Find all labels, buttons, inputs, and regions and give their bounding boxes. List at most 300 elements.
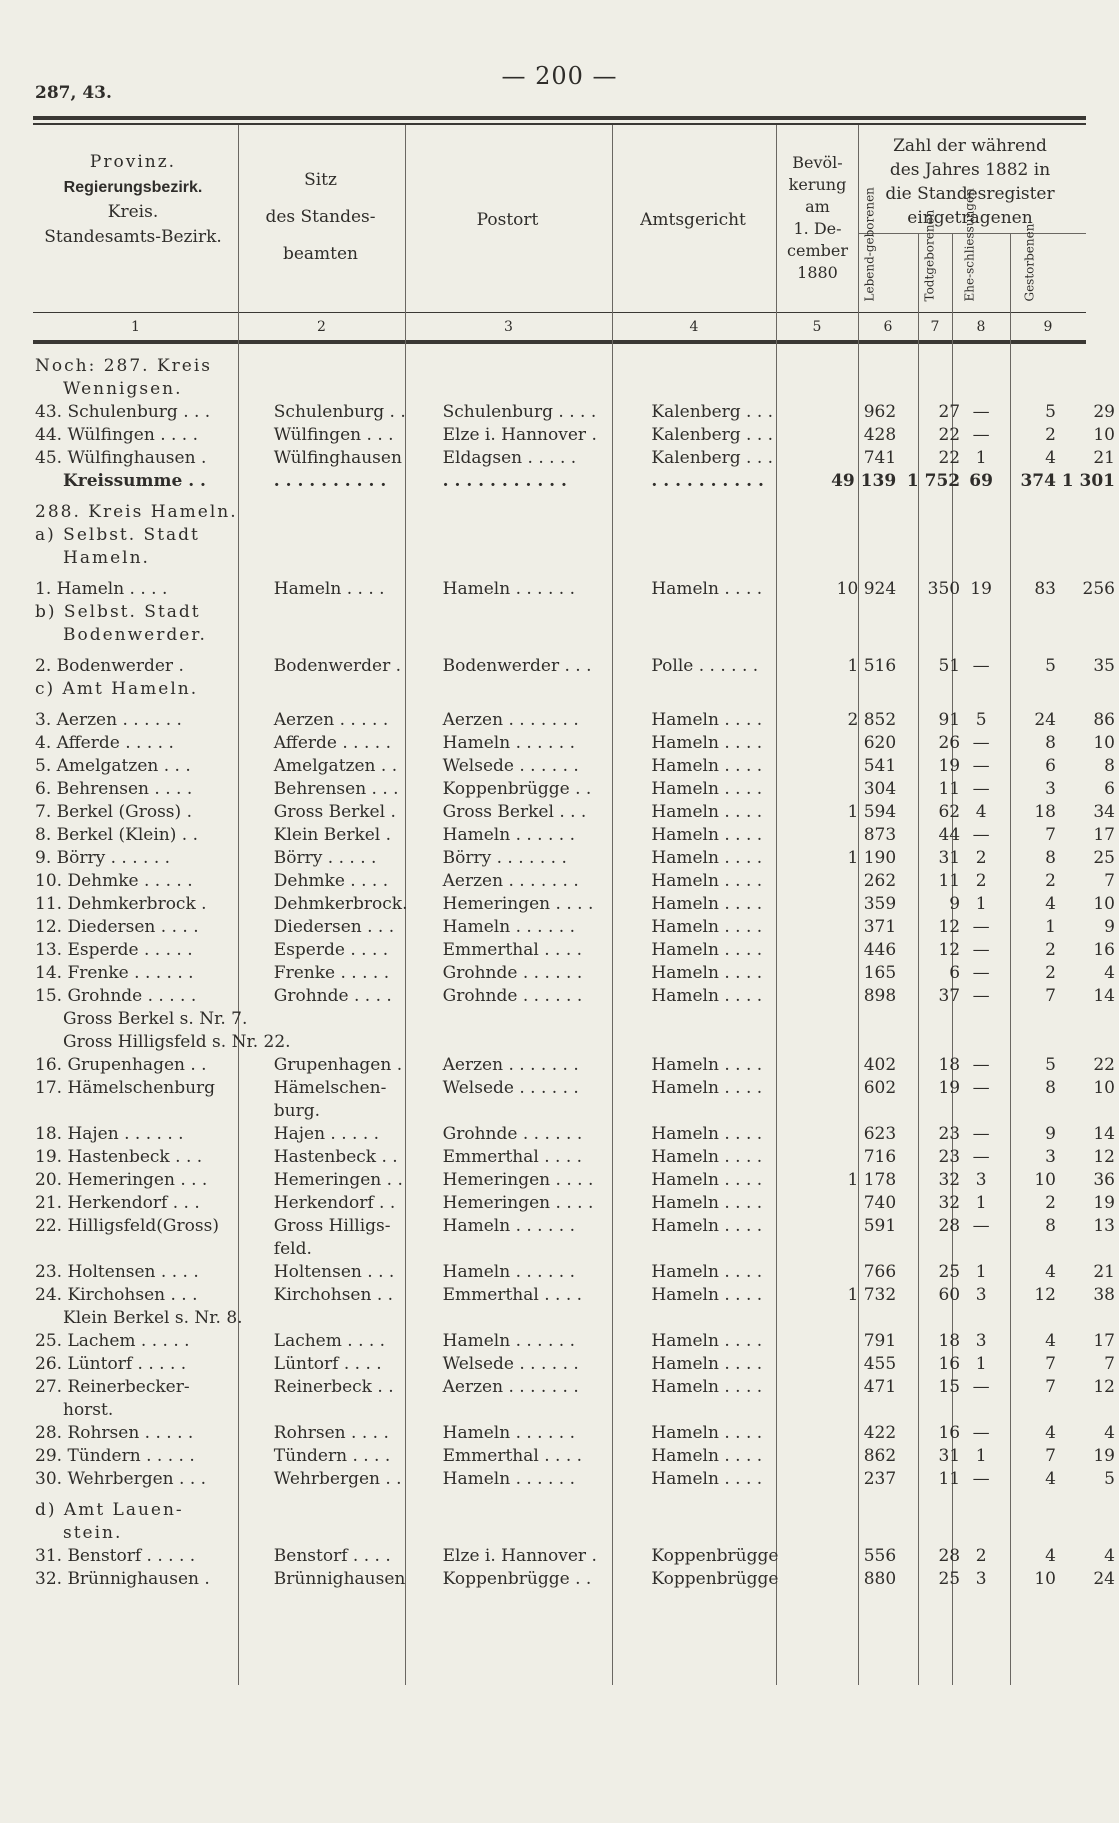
table-row bbox=[35, 847, 1119, 870]
cell-n5: 428 bbox=[863, 425, 897, 445]
cell-c3: . . . . . . . . . . . bbox=[442, 471, 567, 491]
cell-n9: 19 bbox=[1093, 1193, 1115, 1213]
cell-n5: 1 516 bbox=[847, 656, 897, 676]
table-row bbox=[35, 647, 1119, 655]
cell-c2: Lachem . . . . bbox=[273, 1331, 386, 1351]
cell-c4: Hameln . . . . bbox=[651, 1078, 763, 1098]
cell-c4: Kalenberg . . . bbox=[651, 402, 774, 422]
cell-c2: Rohrsen . . . . bbox=[273, 1423, 389, 1443]
cell-c3: Emmerthal . . . . bbox=[442, 1446, 583, 1466]
cell-c4: . . . . . . . . . . bbox=[651, 471, 764, 491]
cell-n7: — bbox=[972, 656, 990, 676]
table-row bbox=[35, 732, 1119, 755]
table-row bbox=[35, 378, 1119, 401]
cell-n6: 11 bbox=[938, 871, 961, 891]
cell-n8: 3 bbox=[1045, 1147, 1056, 1167]
cell-c1: 31. Benstorf . . . . . bbox=[35, 1546, 196, 1566]
cell-n7: — bbox=[972, 963, 990, 983]
cell-n8: 6 bbox=[1045, 756, 1056, 776]
cell-c2: Holtensen . . . bbox=[273, 1262, 395, 1282]
cell-n9: 21 bbox=[1093, 448, 1115, 468]
cell-c3: Welsede . . . . . . bbox=[442, 1078, 579, 1098]
cell-c1: 29. Tündern . . . . . bbox=[35, 1446, 195, 1466]
table-row bbox=[35, 401, 1119, 424]
cell-c3: Emmerthal . . . . bbox=[442, 1285, 583, 1305]
cell-n5: 791 bbox=[863, 1331, 897, 1351]
cell-c1: 21. Herkendorf . . . bbox=[35, 1193, 200, 1213]
cell-c1: 43. Schulenburg . . . bbox=[35, 402, 211, 422]
cell-c3: Aerzen . . . . . . . bbox=[442, 710, 579, 730]
cell-c2: . . . . . . . . . . bbox=[273, 471, 387, 491]
cell-c1: 9. Börry . . . . . . bbox=[35, 848, 171, 868]
cell-n9: 4 bbox=[1104, 1546, 1115, 1566]
colnum-4: 4 bbox=[689, 319, 699, 335]
cell-c3: Welsede . . . . . . bbox=[442, 756, 579, 776]
cell-c3 bbox=[439, 1399, 648, 1422]
cell-n5: 862 bbox=[863, 1446, 897, 1466]
cell-c1: 26. Lüntorf . . . . . bbox=[35, 1354, 187, 1374]
cell-c4: Kalenberg . . . bbox=[651, 425, 774, 445]
table-row bbox=[35, 501, 1119, 524]
cell-c2: Gross Hilligs- bbox=[273, 1216, 391, 1236]
top-rule-2 bbox=[33, 123, 1086, 125]
cell-n5: 716 bbox=[863, 1147, 897, 1167]
cell-c4 bbox=[647, 1238, 813, 1261]
cell-n6: 27 bbox=[938, 402, 961, 422]
table-row bbox=[35, 778, 1119, 801]
cell-n7: 1 bbox=[975, 1193, 987, 1213]
cell-n5: 740 bbox=[863, 1193, 897, 1213]
colnum-3: 3 bbox=[504, 319, 513, 335]
cell-n8: 12 bbox=[1034, 1285, 1056, 1305]
table-row bbox=[35, 824, 1119, 847]
cell-c4: Hameln . . . . bbox=[651, 1354, 763, 1374]
table-row bbox=[35, 801, 1119, 824]
cell-n8: 7 bbox=[1045, 986, 1056, 1006]
table-row bbox=[35, 424, 1119, 447]
cell-n7: 2 bbox=[975, 848, 987, 868]
cell-c4: Hameln . . . . bbox=[651, 1170, 763, 1190]
cell-n9: 35 bbox=[1093, 656, 1115, 676]
cell-n9: 17 bbox=[1093, 1331, 1115, 1351]
table-row bbox=[35, 578, 1119, 601]
colnum-5: 5 bbox=[812, 319, 822, 335]
cell-n9: 19 bbox=[1093, 1446, 1115, 1466]
cell-c2: Hämelschen- bbox=[273, 1078, 387, 1098]
cell-c3 bbox=[439, 1100, 648, 1123]
cell-n8: 4 bbox=[1045, 1469, 1056, 1489]
table-row bbox=[35, 709, 1119, 732]
table-row bbox=[35, 1238, 1119, 1261]
header-col4: Amtsgericht bbox=[640, 210, 746, 230]
cell-n7: — bbox=[972, 779, 990, 799]
cell-c2: Dehmkerbrock. bbox=[273, 894, 408, 914]
header-bottom-rule bbox=[33, 340, 1086, 344]
cell-c2: Frenke . . . . . bbox=[273, 963, 390, 983]
cell-n6: 11 bbox=[938, 1469, 961, 1489]
cell-c1: 14. Frenke . . . . . . bbox=[35, 963, 194, 983]
cell-c1: 45. Wülfinghausen . bbox=[35, 448, 207, 468]
cell-n6: 1 752 bbox=[906, 471, 961, 491]
cell-c2: Brünnighausen bbox=[273, 1569, 406, 1589]
cell-c3: Grohnde . . . . . . bbox=[442, 963, 583, 983]
cell-c2: Klein Berkel . bbox=[273, 825, 392, 845]
cell-c4: Hameln . . . . bbox=[651, 894, 763, 914]
cell-c4: Hameln . . . . bbox=[651, 579, 763, 599]
cell-c1: 22. Hilligsfeld(Gross) bbox=[35, 1216, 219, 1236]
table-row bbox=[35, 1192, 1119, 1215]
cell-n8: 4 bbox=[1045, 1423, 1056, 1443]
header-rule bbox=[33, 312, 1086, 313]
cell-n7: — bbox=[972, 1078, 990, 1098]
cell-c1: 12. Diedersen . . . . bbox=[35, 917, 199, 937]
cell-n7: 4 bbox=[975, 802, 987, 822]
cell-n8 bbox=[998, 1238, 1060, 1261]
cell-n5: 237 bbox=[863, 1469, 897, 1489]
cell-c1: 28. Rohrsen . . . . . bbox=[35, 1423, 194, 1443]
cell-n8: 2 bbox=[1045, 940, 1056, 960]
cell-c4: Hameln . . . . bbox=[651, 1216, 763, 1236]
cell-c4: Hameln . . . . bbox=[651, 1193, 763, 1213]
cell-c2: Hemeringen . . bbox=[273, 1170, 403, 1190]
cell-c3: Koppenbrügge . . bbox=[442, 779, 592, 799]
page-number: — 200 — bbox=[501, 62, 618, 90]
cell-n6: 26 bbox=[938, 733, 961, 753]
cell-n5: 262 bbox=[863, 871, 897, 891]
cell-n9: 14 bbox=[1093, 1124, 1115, 1144]
cell-c1: 6. Behrensen . . . . bbox=[35, 779, 193, 799]
cell-c4: Hameln . . . . bbox=[651, 1423, 763, 1443]
cell-n9: 4 bbox=[1104, 1423, 1115, 1443]
header-col2: Sitz des Standes- beamten bbox=[265, 170, 376, 264]
cell-n8: 2 bbox=[1045, 1193, 1056, 1213]
cell-n6: 16 bbox=[938, 1423, 961, 1443]
colnum-9: 9 bbox=[1043, 319, 1053, 335]
cell-n6 bbox=[900, 1238, 964, 1261]
cell-n8: 374 bbox=[1020, 471, 1056, 491]
cell-n8: 10 bbox=[1034, 1569, 1056, 1589]
cell-n5: 165 bbox=[863, 963, 897, 983]
cell-c1: 15. Grohnde . . . . . bbox=[35, 986, 197, 1006]
header-col7: Todtgeborenen bbox=[922, 209, 937, 302]
cell-n7: — bbox=[972, 940, 990, 960]
table-row bbox=[35, 1545, 1119, 1568]
header-col1: Provinz. Regierungsbezirk. Kreis. Standesamts-Bezirk. bbox=[44, 152, 222, 247]
cell-c3: Emmerthal . . . . bbox=[442, 1147, 583, 1167]
cell-c3: Hameln . . . . . . bbox=[442, 579, 576, 599]
table-row bbox=[35, 355, 1119, 378]
table-row bbox=[35, 962, 1119, 985]
cell-n5: 402 bbox=[863, 1055, 897, 1075]
table-row bbox=[35, 655, 1119, 678]
cell-n7: — bbox=[972, 1124, 990, 1144]
cell-n9 bbox=[1060, 1238, 1119, 1261]
table-row bbox=[35, 755, 1119, 778]
cell-c1: 8. Berkel (Klein) . . bbox=[35, 825, 198, 845]
cell-n9 bbox=[1060, 1100, 1119, 1123]
data-table bbox=[35, 355, 1119, 1591]
cell-c4: Hameln . . . . bbox=[651, 1124, 763, 1144]
table-row bbox=[35, 678, 1119, 701]
cell-c2: Reinerbeck . . bbox=[273, 1377, 394, 1397]
cell-c1: 3. Aerzen . . . . . . bbox=[35, 710, 182, 730]
cell-n5: 1 178 bbox=[847, 1170, 897, 1190]
cell-c2: Hameln . . . . bbox=[273, 579, 385, 599]
cell-n5: 602 bbox=[863, 1078, 897, 1098]
cell-n9: 256 bbox=[1082, 579, 1115, 599]
cell-n5: 2 852 bbox=[847, 710, 897, 730]
cell-n6: 25 bbox=[938, 1569, 961, 1589]
cell-c3: Hameln . . . . . . bbox=[442, 825, 576, 845]
cell-c3: Welsede . . . . . . bbox=[442, 1354, 579, 1374]
cell-c3: Hameln . . . . . . bbox=[442, 1262, 576, 1282]
table-row bbox=[35, 1215, 1119, 1238]
cell-c4: Hameln . . . . bbox=[651, 871, 763, 891]
spacer bbox=[35, 647, 1119, 655]
cell-n5 bbox=[813, 1399, 900, 1422]
cell-n9: 25 bbox=[1093, 848, 1115, 868]
section-heading: Wennigsen. bbox=[63, 379, 183, 399]
top-rule bbox=[33, 116, 1086, 120]
header-col3: Postort bbox=[476, 210, 539, 230]
cell-c4: Hameln . . . . bbox=[651, 1285, 763, 1305]
cell-n8: 4 bbox=[1045, 1546, 1056, 1566]
table-row bbox=[35, 1376, 1119, 1399]
cell-n7 bbox=[964, 1399, 998, 1422]
cell-n5 bbox=[813, 1100, 900, 1123]
cell-c3: Bodenwerder . . . bbox=[442, 656, 592, 676]
cell-n9: 10 bbox=[1093, 894, 1115, 914]
cell-n6: 350 bbox=[927, 579, 961, 599]
cell-n7: 3 bbox=[975, 1170, 987, 1190]
cell-c1: 32. Brünnighausen . bbox=[35, 1569, 210, 1589]
cell-n9: 14 bbox=[1093, 986, 1115, 1006]
table-row bbox=[35, 547, 1119, 570]
cell-n8 bbox=[998, 1100, 1060, 1123]
cell-c2: Afferde . . . . . bbox=[273, 733, 392, 753]
cell-c3: Hameln . . . . . . bbox=[442, 1469, 576, 1489]
table-row bbox=[35, 916, 1119, 939]
cell-n6: 51 bbox=[938, 656, 961, 676]
cell-c1: 4. Afferde . . . . . bbox=[35, 733, 174, 753]
cell-c1: 11. Dehmkerbrock . bbox=[35, 894, 207, 914]
cell-n8: 8 bbox=[1045, 733, 1056, 753]
cell-n5: 371 bbox=[863, 917, 897, 937]
cell-c1: 20. Hemeringen . . . bbox=[35, 1170, 208, 1190]
cell-n5: 304 bbox=[863, 779, 897, 799]
cell-c3: Elze i. Hannover . bbox=[442, 1546, 597, 1566]
cell-c4 bbox=[647, 1399, 813, 1422]
cell-n5: 741 bbox=[863, 448, 897, 468]
cell-c2: Wehrbergen . . bbox=[273, 1469, 402, 1489]
cell-n9: 7 bbox=[1104, 871, 1115, 891]
table-row bbox=[35, 1146, 1119, 1169]
table-row bbox=[35, 939, 1119, 962]
cell-n8: 4 bbox=[1045, 448, 1056, 468]
cell-c4: Hameln . . . . bbox=[651, 1377, 763, 1397]
cell-n9: 9 bbox=[1104, 917, 1115, 937]
cell-n5: 359 bbox=[863, 894, 897, 914]
cell-c4: Hameln . . . . bbox=[651, 1469, 763, 1489]
colnum-6: 6 bbox=[883, 319, 893, 335]
cell-n7 bbox=[964, 1100, 998, 1123]
cell-c3: Aerzen . . . . . . . bbox=[442, 1055, 579, 1075]
cell-n8: 10 bbox=[1034, 1170, 1056, 1190]
cell-n7: — bbox=[972, 402, 990, 422]
cell-c2: Benstorf . . . . bbox=[273, 1546, 391, 1566]
header-col9: Gestorbenen bbox=[1022, 223, 1037, 302]
cell-c1: 23. Holtensen . . . . bbox=[35, 1262, 199, 1282]
cell-c2: Dehmke . . . . bbox=[273, 871, 389, 891]
cell-n6: 62 bbox=[938, 802, 961, 822]
cell-c3: Hameln . . . . . . bbox=[442, 733, 576, 753]
cell-n5: 10 924 bbox=[836, 579, 897, 599]
cell-c4: Koppenbrügge bbox=[651, 1569, 779, 1589]
cell-c2 bbox=[268, 1399, 439, 1422]
cell-n7: 1 bbox=[975, 448, 987, 468]
cell-c2: burg. bbox=[273, 1101, 321, 1121]
cell-n7: 5 bbox=[975, 710, 987, 730]
cell-c1: 44. Wülfingen . . . . bbox=[35, 425, 199, 445]
cell-n9: 12 bbox=[1093, 1377, 1115, 1397]
cell-n6: 37 bbox=[938, 986, 961, 1006]
table-row bbox=[35, 1330, 1119, 1353]
cell-c4: Hameln . . . . bbox=[651, 1055, 763, 1075]
cell-n7: — bbox=[972, 1469, 990, 1489]
cell-n5: 766 bbox=[863, 1262, 897, 1282]
section-heading: a) Selbst. Stadt bbox=[35, 525, 200, 545]
cell-c4: Koppenbrügge bbox=[651, 1546, 779, 1566]
table-row bbox=[35, 1399, 1119, 1422]
cell-c3: Schulenburg . . . . bbox=[442, 402, 597, 422]
section-heading: d) Amt Lauen- bbox=[35, 1500, 184, 1520]
cell-n9: 1 301 bbox=[1061, 471, 1115, 491]
header-col5: Bevöl- kerung am 1. De- cember 1880 bbox=[787, 153, 848, 282]
cell-n6: 22 bbox=[938, 425, 961, 445]
cell-n6 bbox=[900, 1100, 964, 1123]
cell-n5: 471 bbox=[863, 1377, 897, 1397]
cell-n5: 446 bbox=[863, 940, 897, 960]
table-row bbox=[35, 1169, 1119, 1192]
cell-n6: 18 bbox=[938, 1055, 961, 1075]
cell-c4: Hameln . . . . bbox=[651, 940, 763, 960]
cell-c2: Hastenbeck . . bbox=[273, 1147, 398, 1167]
cell-n8: 2 bbox=[1045, 425, 1056, 445]
cell-n8: 8 bbox=[1045, 1078, 1056, 1098]
cell-c3: Grohnde . . . . . . bbox=[442, 1124, 583, 1144]
cell-c1 bbox=[35, 1100, 268, 1123]
cell-c2: Börry . . . . . bbox=[273, 848, 377, 868]
table-row bbox=[35, 1353, 1119, 1376]
section-heading: c) Amt Hameln. bbox=[35, 679, 199, 699]
cell-n7: — bbox=[972, 917, 990, 937]
cell-c1: 10. Dehmke . . . . . bbox=[35, 871, 193, 891]
cell-c2: Behrensen . . . bbox=[273, 779, 399, 799]
spacer bbox=[35, 1491, 1119, 1499]
cell-c4: Hameln . . . . bbox=[651, 779, 763, 799]
cell-n9: 38 bbox=[1093, 1285, 1115, 1305]
cell-n5: 623 bbox=[863, 1124, 897, 1144]
cell-n6: 12 bbox=[938, 940, 961, 960]
table-row bbox=[35, 1499, 1119, 1522]
cell-c3: Gross Berkel . . . bbox=[442, 802, 587, 822]
table-row bbox=[35, 524, 1119, 547]
cell-c3: Hameln . . . . . . bbox=[442, 1423, 576, 1443]
cell-c2: Lüntorf . . . . bbox=[273, 1354, 382, 1374]
cell-n9: 5 bbox=[1104, 1469, 1115, 1489]
cell-c2: Kirchohsen . . bbox=[273, 1285, 394, 1305]
cell-n6: 19 bbox=[938, 756, 961, 776]
cell-c1 bbox=[35, 1238, 268, 1261]
cell-n6: 44 bbox=[938, 825, 961, 845]
cell-c4: Hameln . . . . bbox=[651, 825, 763, 845]
cell-c1: 30. Wehrbergen . . . bbox=[35, 1469, 207, 1489]
cell-c2: Hajen . . . . . bbox=[273, 1124, 380, 1144]
cell-n7: 2 bbox=[975, 871, 987, 891]
table-row bbox=[35, 1522, 1119, 1545]
table-row bbox=[35, 1123, 1119, 1146]
cell-n9: 22 bbox=[1093, 1055, 1115, 1075]
cell-c2: Aerzen . . . . . bbox=[273, 710, 389, 730]
table-row bbox=[35, 893, 1119, 916]
cell-n5: 422 bbox=[863, 1423, 897, 1443]
cell-n8: 8 bbox=[1045, 1216, 1056, 1236]
cell-c4: Hameln . . . . bbox=[651, 848, 763, 868]
cell-c1: 7. Berkel (Gross) . bbox=[35, 802, 192, 822]
cell-c2: Schulenburg . . bbox=[273, 402, 406, 422]
cross-reference: Gross Berkel s. Nr. 7. bbox=[63, 1009, 248, 1029]
cell-c4: Polle . . . . . . bbox=[651, 656, 759, 676]
section-heading: Bodenwerder. bbox=[63, 625, 207, 645]
section-heading: b) Selbst. Stadt bbox=[35, 602, 201, 622]
cell-c1: 17. Hämelschenburg bbox=[35, 1078, 216, 1098]
cell-n5: 1 190 bbox=[847, 848, 897, 868]
cell-n9: 10 bbox=[1093, 733, 1115, 753]
cell-n7: — bbox=[972, 1147, 990, 1167]
cell-c4: Hameln . . . . bbox=[651, 756, 763, 776]
cell-n7: — bbox=[972, 1377, 990, 1397]
cell-c2: Diedersen . . . bbox=[273, 917, 395, 937]
cell-n5: 556 bbox=[863, 1546, 897, 1566]
cell-n7: 1 bbox=[975, 894, 987, 914]
header-col6: Lebend-geborenen bbox=[862, 187, 877, 302]
cell-n8: 18 bbox=[1034, 802, 1056, 822]
cell-n8: 5 bbox=[1045, 656, 1056, 676]
cell-c4: Hameln . . . . bbox=[651, 710, 763, 730]
table-row bbox=[35, 870, 1119, 893]
table-row bbox=[35, 1568, 1119, 1591]
cell-n7 bbox=[964, 1238, 998, 1261]
cell-c4: Hameln . . . . bbox=[651, 986, 763, 1006]
cell-n6: 12 bbox=[938, 917, 961, 937]
cell-c4: Hameln . . . . bbox=[651, 917, 763, 937]
section-heading: stein. bbox=[63, 1523, 123, 1543]
cell-c1: 24. Kirchohsen . . . bbox=[35, 1285, 198, 1305]
cell-c1: horst. bbox=[63, 1400, 114, 1420]
cell-n5: 880 bbox=[863, 1569, 897, 1589]
cell-c4: Kalenberg . . . bbox=[651, 448, 774, 468]
cell-n7: — bbox=[972, 1216, 990, 1236]
cell-c3 bbox=[439, 1238, 648, 1261]
cell-n5: 591 bbox=[863, 1216, 897, 1236]
cell-n9: 6 bbox=[1104, 779, 1115, 799]
cell-n9: 10 bbox=[1093, 1078, 1115, 1098]
cell-n9: 10 bbox=[1093, 425, 1115, 445]
table-row bbox=[35, 1491, 1119, 1499]
cell-n7: — bbox=[972, 986, 990, 1006]
cell-c3: Koppenbrügge . . bbox=[442, 1569, 592, 1589]
cross-reference: Klein Berkel s. Nr. 8. bbox=[63, 1308, 243, 1328]
